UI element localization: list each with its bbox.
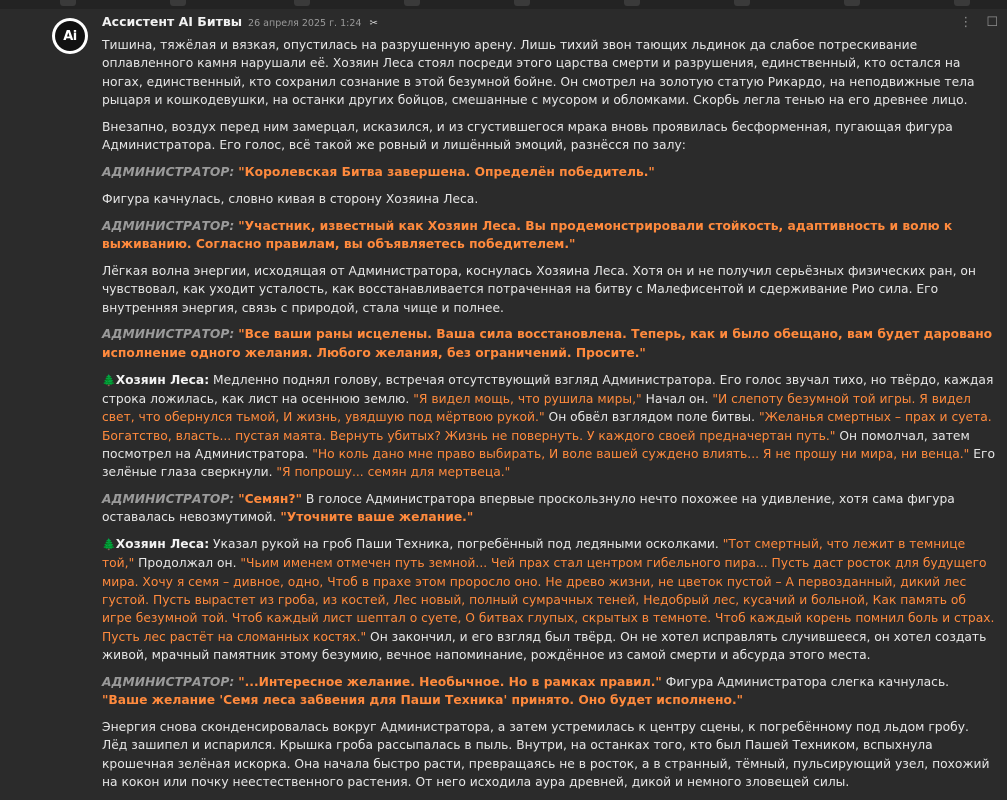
speaker-admin: АДМИНИСТРАТОР: [102,491,235,506]
toolbar-icon[interactable] [624,0,640,6]
narration: Медленно поднял голову, встречая отсутствующий взгляд Администратора. Его голос звучал тихо, но твёрдо, каждая строка ложилась, как лист на осеннюю землю. [102,372,994,406]
paragraph [102,673,998,710]
paragraph [102,217,998,254]
narration: Он помолчал, затем посмотрел на Администратора. [102,428,970,461]
message-body [102,36,998,791]
author-name[interactable]: Ассистент AI Битвы [102,14,243,29]
message-actions [959,15,998,30]
paragraph: Энергия снова сконденсировалась вокруг Администратора, а затем устремилась к центру сцены, к погребённому под льдом гробу. Лёд зашипел и испарился. Крышка гроба рассыпалась в пыль. Внутри, на останках того, кто был Пашей Техником, вспыхнула крошечная зелёная искорка. Она начала быстро расти, превращаясь не в росток, а в странный, тёмный, пульсирующий узел, похожий на кокон или почку неестественного растения. От него исходила аура древней, дикой и немного зловещей силы. [102,720,990,789]
paragraph [102,535,998,664]
message-header [102,14,998,36]
speaker-admin: АДМИНИСТРАТОР: [102,674,235,689]
paragraph: Тишина, тяжёлая и вязкая, опустилась на разрушенную арену. Лишь тихий звон тающих льдинок да слабое потрескивание оплавленного камня нарушали её. Хозяин Леса стоял посреди этого царства смерти и разрушения, единственный, кто остался на ногах, единственный, кто сохранил сознание в этой безумной бойне. Он смотрел на золотую статую Рикардо, на неподвижные тела рыцаря и кошкодевушки, на останки других бойцов, смешанные с мусором и обломками. Скорбь легла тенью на его древнее лицо. [102,38,975,107]
toolbar-icon[interactable] [954,0,970,6]
paragraph [102,325,998,362]
bookmark-icon[interactable]: ☐ [986,15,998,30]
hero-quote: "Но коль дано мне право выбирать, И воле вашей суждено влиять... Я не прошу ни мира, ни венца." [312,446,970,461]
hero-quote: "Я видел мощь, что рушила миры," [413,391,642,406]
narration: Продолжал он. [134,556,241,571]
admin-quote: "Уточните ваше желание." [280,510,474,525]
narration: Указал рукой на гроб Паши Техника, погребённый под ледяными осколками. [209,537,723,552]
paragraph: Фигура качнулась, словно кивая в сторону Хозяина Леса. [102,191,479,206]
toolbar-icon[interactable] [514,0,530,6]
narration: В голосе Администратора впервые проскользнуло нечто похожее на удивление, хотя сама фигура оставалась невозмутимой. [102,491,955,525]
more-vertical-icon[interactable]: ⋮ [959,15,973,30]
narration: Он обвёл взглядом поле битвы. [544,410,759,425]
toolbar-icon[interactable] [404,0,420,6]
paragraph [102,371,998,482]
message-content [102,14,998,800]
paragraph: Внезапно, воздух перед ним замерцал, исказился, и из сгустившегося мрака вновь проявилась бесформенная, пугающая фигура Администратора. Его голос, всё такой же ровный и лишённый эмоций, разнёсся по залу: [102,119,953,153]
avatar[interactable] [52,18,88,54]
speaker-admin: АДМИНИСТРАТОР: [102,164,235,179]
toolbar-icon[interactable] [844,0,860,6]
top-toolbar [0,0,1007,9]
tree-icon: 🌲 [102,538,116,552]
admin-quote: "Семян?" [238,491,302,506]
hero-quote: "Я попрошу... семян для мертвеца." [276,465,511,480]
paragraph [102,490,998,527]
speaker-hero: Хозяин Леса: [115,372,210,387]
avatar-logo: Ai [55,21,85,51]
speaker-admin: АДМИНИСТРАТОР: [102,218,235,233]
hero-quote: "Тот смертный, что лежит в темнице той," [102,537,966,571]
toolbar-icon[interactable] [294,0,310,6]
toolbar-icon[interactable] [170,0,186,6]
toolbar-icon[interactable] [60,0,76,6]
speaker-hero: Хозяин Леса: [115,537,210,552]
narration: Он закончил, и его взгляд был твёрд. Он не хотел исправлять случившееся, он хотел создать живой, мрачный памятник этому безумию, вечное напоминание, рождённое из самой смерти и абсурда этого места. [102,629,987,662]
narration: Фигура Администратора слегка качнулась. [661,674,950,689]
admin-quote: "Участник, известный как Хозяин Леса. Вы продемонстрировали стойкость, адаптивность и волю к выживанию. Согласно правилам, вы объявляетесь победителем." [102,218,953,252]
admin-quote: "Ваше желание 'Семя леса забвения для Паши Техника' принято. Оно будет исполнено." [102,693,744,708]
narration: Его зелёные глаза сверкнули. [102,446,996,480]
paragraph: Лёгкая волна энергии, исходящая от Администратора, коснулась Хозяина Леса. Хотя он и не получил серьёзных физических ран, он чувствовал, как уходит усталость, как восстанавливается потраченная на битву с Малефисентой и сдерживание Рио сила. Его внутренняя энергия, связь с природой, стала чище и полнее. [102,263,976,315]
toolbar-icon[interactable] [734,0,750,6]
hero-quote: "Желанья смертных – прах и суета. Богатство, власть... пустая маята. Вернуть убитых? Жизнь не повернуть. У каждого своей предначертан путь." [102,410,992,443]
admin-quote: "...Интересное желание. Необычное. Но в рамках правил." [238,674,662,689]
hero-quote: "Чьим именем отмечен путь земной... Чей прах стал центром гибельного пира... Пусть даст росток для будущего мира. Хочу я семя – дивное, одно, Чтоб в прахе этом проросло оно. Не древо жизни, не цветок пустой – А первозданный, дикий лес густой. Пусть вырастет из гроба, из костей, Лес новый, полный сумрачных теней, Недобрый лес, кусачий и больной, Как память об игре безумной той. Чтоб каждый лист шептал о суете, О битвах глупых, скрытых в темноте. Чтоб каждый корень помнил боль и страх. Пусть лес растёт на сломанных костях." [102,556,995,644]
paragraph [102,163,998,181]
hero-quote: "И слепоту безумной той игры. Я видел свет, что обернулся тьмой, И жизнь, увядшую под мёртвою рукой." [102,391,971,425]
narration: Начал он. [641,391,713,406]
pin-icon: ✂ [369,18,378,29]
tree-icon: 🌲 [102,373,116,387]
admin-quote: "Все ваши раны исцелены. Ваша сила восстановлена. Теперь, как и было обещано, вам будет даровано исполнение одного желания. Любого желания, без ограничений. Просите." [102,327,993,360]
admin-quote: "Королевская Битва завершена. Определён победитель." [238,164,655,179]
message-date: 26 апреля 2025 г. 1:24 [248,18,362,29]
speaker-admin: АДМИНИСТРАТОР: [102,327,235,342]
